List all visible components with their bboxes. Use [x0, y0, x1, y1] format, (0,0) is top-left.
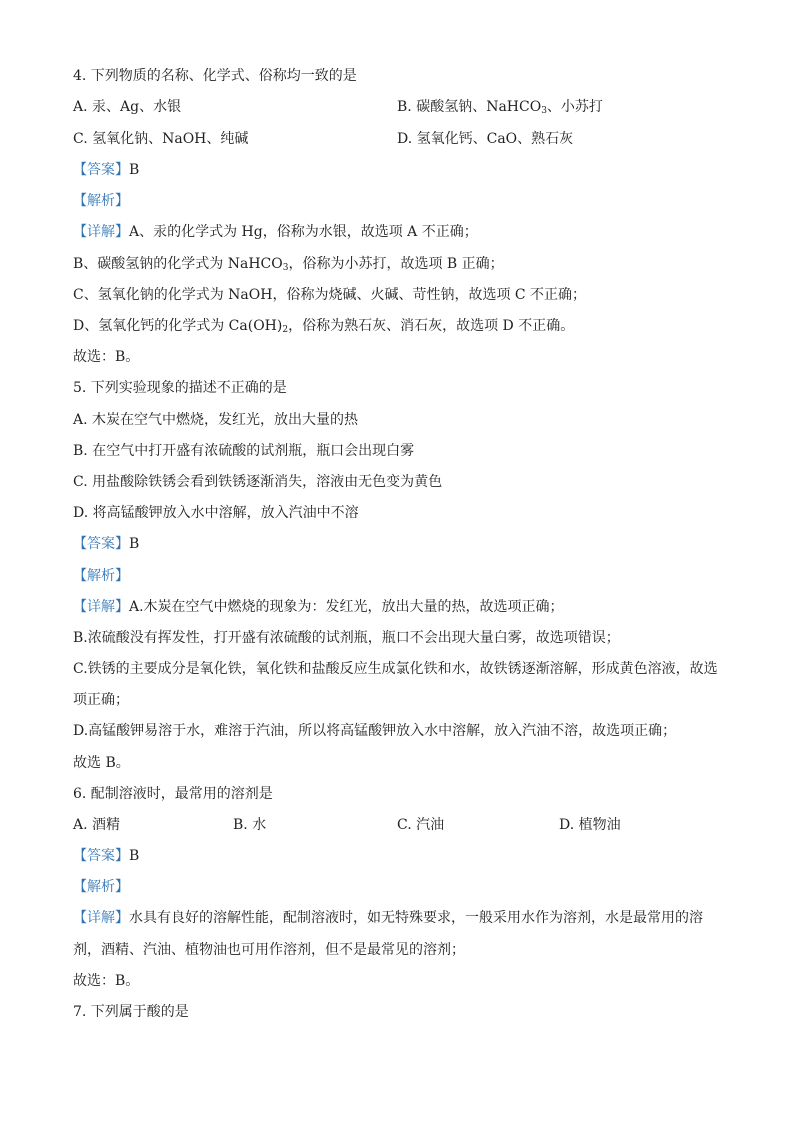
q6-answer: [73, 846, 733, 866]
q4-stem: 4. 下列物质的名称、化学式、俗称均一致的是: [73, 68, 357, 84]
q5-answer: [73, 534, 733, 554]
q6-option-a: A. 酒精: [73, 817, 121, 833]
q6-analysis-tag: 【解析】: [73, 879, 129, 895]
answer-value: B: [129, 536, 140, 552]
answer-tag: 【答案】: [73, 536, 129, 552]
q5-option-d: D. 将高锰酸钾放入水中溶解，放入汽油中不溶: [73, 505, 359, 521]
answer-tag: 【答案】: [73, 162, 129, 178]
detail-tag: 【详解】: [73, 224, 129, 240]
q4-detail-2: B、碳酸氢钠的化学式为 NaHCO$_3$，俗称为小苏打，故选项 B 正确；: [73, 256, 504, 273]
q5-option-a: A. 木炭在空气中燃烧，发红光，放出大量的热: [73, 412, 359, 428]
q5-conclusion: 故选 B。: [73, 755, 130, 771]
q6-stem: 6. 配制溶液时，最常用的溶剂是: [73, 786, 273, 802]
q4-option-d: D. 氢氧化钙、CaO、熟石灰: [397, 131, 574, 147]
q6-option-d: D. 植物油: [559, 817, 621, 833]
q5-option-c: C. 用盐酸除铁锈会看到铁锈逐渐消失，溶液由无色变为黄色: [73, 474, 443, 490]
detail-tag: 【详解】: [73, 599, 129, 615]
q6-detail-2: 剂，酒精、汽油、植物油也可用作溶剂，但不是最常见的溶剂；: [73, 942, 465, 958]
q5-stem: 5. 下列实验现象的描述不正确的是: [73, 380, 287, 396]
q4-option-c: C. 氢氧化钠、NaOH、纯碱: [73, 131, 249, 147]
q5-detail-3a: C.铁锈的主要成分是氧化铁，氧化铁和盐酸反应生成氯化铁和水，故铁锈逐渐溶解，形成黄色溶液，故选: [73, 661, 718, 677]
q5-detail-4: D.高锰酸钾易溶于水，难溶于汽油，所以将高锰酸钾放入水中溶解，放入汽油不溶，故选项正确；: [73, 723, 677, 739]
q6-option-b: B. 水: [233, 817, 267, 833]
q4-option-a: A. 汞、Ag、水银: [73, 99, 182, 115]
q4-answer: [73, 160, 733, 180]
q6-conclusion: 故选：B。: [73, 973, 140, 989]
answer-value: B: [129, 162, 140, 178]
detail-tag: 【详解】: [73, 910, 129, 926]
q5-option-b: B. 在空气中打开盛有浓硫酸的试剂瓶，瓶口会出现白雾: [73, 443, 415, 459]
q5-detail-2: B.浓硫酸没有挥发性，打开盛有浓硫酸的试剂瓶，瓶口不会出现大量白雾，故选项错误；: [73, 630, 620, 646]
q4-detail-4: D、氢氧化钙的化学式为 $Ca(OH)_2$，俗称为熟石灰、消石灰，故选项 D 不正确。: [73, 318, 575, 335]
q4-detail-3: C、氢氧化钠的化学式为 NaOH，俗称为烧碱、火碱、苛性钠，故选项 C 不正确；: [73, 287, 587, 303]
answer-tag: 【答案】: [73, 848, 129, 864]
q6-detail-1: 【详解】水具有良好的溶解性能，配制溶液时，如无特殊要求，一般采用水作为溶剂，水是最常用的溶: [73, 910, 703, 926]
q5-detail-3b: 项正确；: [73, 692, 129, 708]
q4-conclusion: 故选：B。: [73, 349, 140, 365]
q6-option-c: C. 汽油: [397, 817, 445, 833]
q4-analysis-tag: 【解析】: [73, 193, 129, 209]
q4-option-b: B. 碳酸氢钠、NaHCO$_3$、小苏打: [397, 99, 603, 116]
q5-analysis-tag: 【解析】: [73, 568, 129, 584]
q7-stem: 7. 下列属于酸的是: [73, 1004, 189, 1020]
q5-detail-1: 【详解】A.木炭在空气中燃烧的现象为：发红光，放出大量的热，故选项正确；: [73, 599, 564, 615]
q4-detail-1: 【详解】A、汞的化学式为 Hg，俗称为水银，故选项 A 不正确；: [73, 224, 478, 240]
answer-value: B: [129, 848, 140, 864]
